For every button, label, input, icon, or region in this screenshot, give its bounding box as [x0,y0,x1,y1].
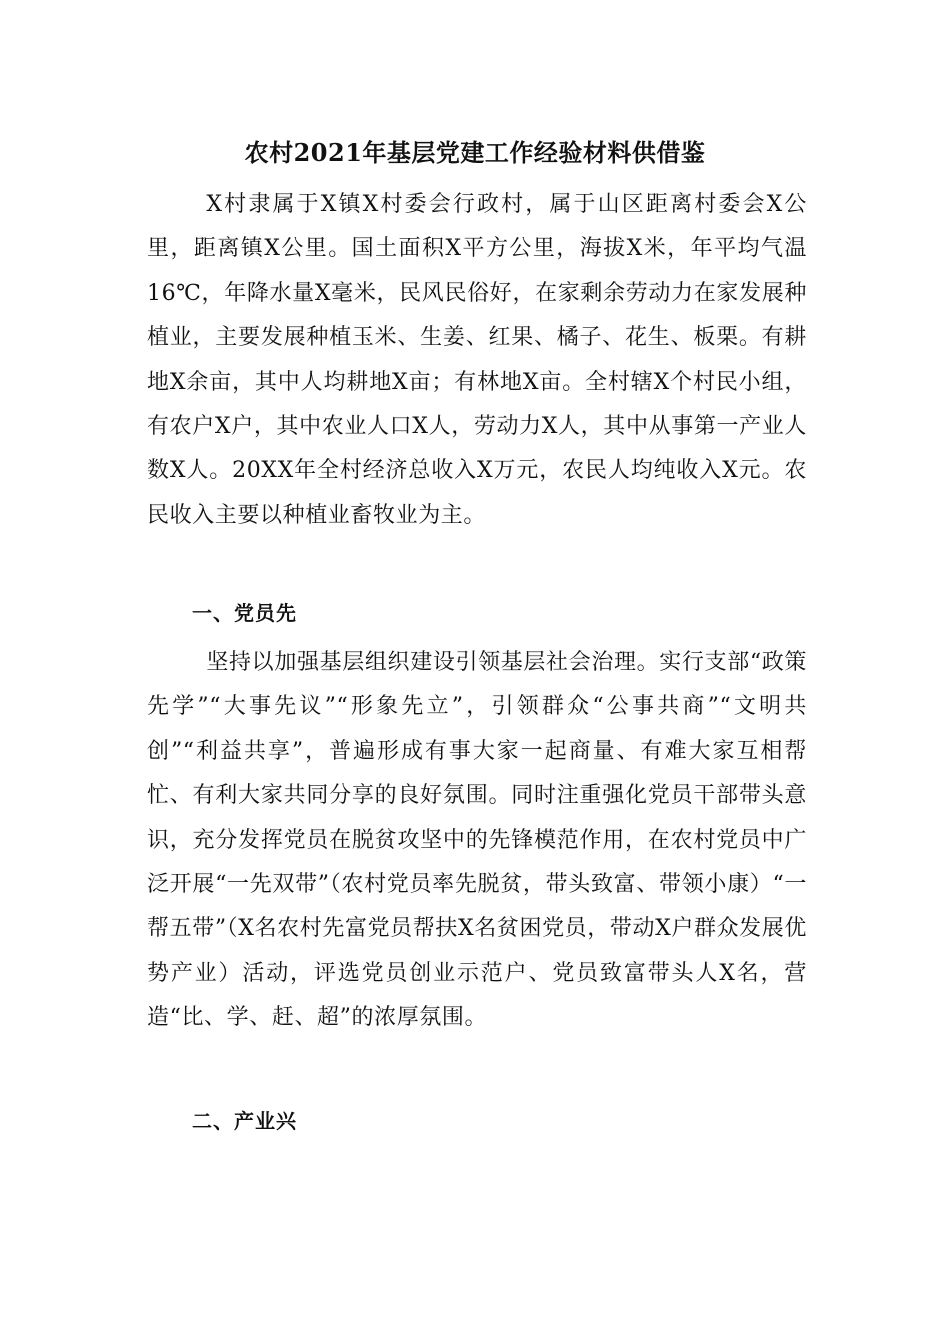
section-heading-party-members: 一、党员先 [192,601,297,625]
document-title: 农村2021年基层党建工作经验材料供借鉴 [244,138,706,167]
intro-paragraph: X村隶属于X镇X村委会行政村，属于山区距离村委会X公里，距离镇X公里。国土面积X平方公里，海拔X米，年平均气温16℃，年降水量X毫米，民风民俗好，在家剩余劳动力在家发展种植业，主要发展种植玉米、生姜、红果、橘子、花生、板栗。有耕地X余亩，其中人均耕地X亩；有林地X亩。全村辖X个村民小组，有农户X户，其中农业人口X人，劳动力X人，其中从事第一产业人数X人。20XX年全村经济总收入X万元，农民人均纯收入X元。农民收入主要以种植业畜牧业为主。 [147,192,807,528]
section-heading-industry: 二、产业兴 [192,1109,297,1133]
section-paragraph-party-members: 坚持以加强基层组织建设引领基层社会治理。实行支部“政策先学”“大事先议”“形象先立”，引领群众“公事共商”“文明共创”“利益共享”，普遍形成有事大家一起商量、有难大家互相帮忙、有利大家共同分享的良好氛围。同时注重强化党员干部带头意识，充分发挥党员在脱贫攻坚中的先锋模范作用，在农村党员中广泛开展“一先双带”（农村党员率先脱贫，带头致富、带领小康）“一帮五带”（X名农村先富党员帮扶X名贫困党员，带动X户群众发展优势产业）活动，评选党员创业示范户、党员致富带头人X名，营造“比、学、赶、超”的浓厚氛围。 [147,650,807,1031]
